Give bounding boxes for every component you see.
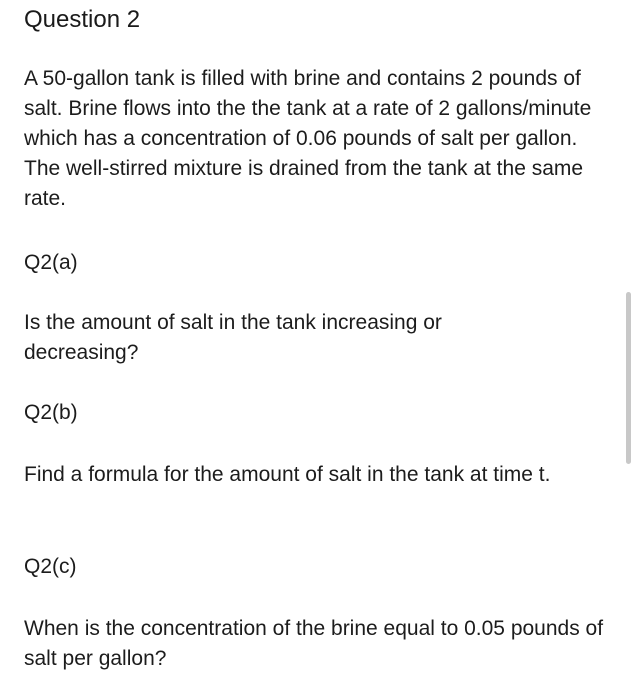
vertical-scrollbar[interactable] — [626, 292, 631, 464]
part-a-question: Is the amount of salt in the tank increasing or decreasing? — [24, 311, 442, 364]
part-b-label: Q2(b) — [24, 401, 78, 424]
part-c-label: Q2(c) — [24, 555, 77, 578]
problem-statement: A 50-gallon tank is filled with brine and contains 2 pounds of salt. Brine flows into the the tank at a rate of 2 gallons/minute which has a concentration of 0.06 pounds of salt per gallon. The well-stirred mixture is drained from the tank at the same rate. — [24, 67, 592, 210]
part-b-question: Find a formula for the amount of salt in the tank at time t. — [24, 463, 551, 486]
part-a-label: Q2(a) — [24, 251, 78, 274]
question-title: Question 2 — [24, 6, 141, 33]
part-c-question: When is the concentration of the brine equal to 0.05 pounds of salt per gallon? — [24, 617, 604, 670]
